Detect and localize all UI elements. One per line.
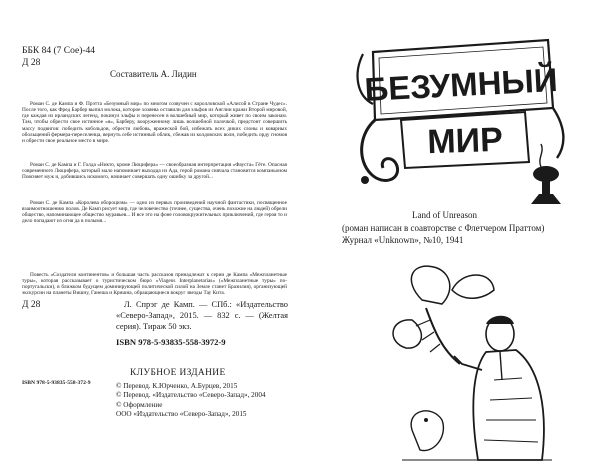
- subtitle-coauthor: (роман написан в соавторстве с Флетчером Праттом): [342, 223, 545, 233]
- suit-stripes: [484, 378, 538, 442]
- copyright-line: © Перевод. «Издательство «Северо-Запад», 2004: [116, 391, 266, 400]
- bbk-block: [22, 45, 95, 69]
- right-curl-ornament: [553, 108, 563, 158]
- lamp-bowl: [533, 166, 559, 182]
- flower-petal: [452, 275, 494, 298]
- club-edition-label: КЛУБНОЕ ИЗДАНИЕ: [130, 368, 226, 378]
- title-ornament: [353, 34, 568, 206]
- left-scroll-ornament: [362, 120, 398, 180]
- annotation-paragraph-1: Роман С. де Кампа и Ф. Прэтта «Безумный мир» по многом созвучен с королловской «Алисой в Стране Чудес». После того, как Фред Барбер выпил молока, которое хозяева оставили для эльфов из Англии кражи Второй мировой, где каждая из ирландских легенд, покинул эльфы и перенесен в волшебный мир, который живет по своим законам. Там, чтобы обрести свое истинное «я», Барберу, вооруженному лишь волшебной палочкой, предстоит совершить массу подвигов: победить кобольдов, обрести любовь, вражеской бой, избежать всех диких слоны и коварных обольщений фермера-переселенца, вернуть себе истинный облик, сбежав из колдовских волн, победить орду гномов и обрести свое реальное место в мире.: [22, 101, 287, 144]
- annotation-paragraph-2: Роман С. де Кампа и Г. Голда «Никто, кроме Люцифера» — своеобразная интерпретация «Фауста» Гёте. Опасная современного Люцифера, который мало напоминает выходца из Ада, герой романа снячала становится компаньоном Поясняет муж и, добившись искомого, начинает совершать одну ошибку за другой...: [22, 162, 287, 181]
- right-page: [300, 0, 600, 469]
- lamp-smoke: [540, 144, 542, 167]
- annotation-paragraph-4: Повесть «Создатели континентов» и большая часть рассказов принадлежат к серии де Кампа «Межпланетные туры», которая рассказывает о туристическом бюро «Viagens Interplanetarias» («Межпланетные туры» по-португальски), в ближком будущем доминирующей политической силой на Земле станет Бразилия), организующей экскурсии на планеты Вишну, Ганеша и Кришна, обращающиеся вокруг звезды Тау Кита.: [22, 272, 287, 297]
- bbk-line: ББК 84 (7 Сое)-44: [22, 46, 96, 56]
- flower-petal: [411, 266, 449, 304]
- catalog-entry: Л. Спрэг де Камп. — СПб.: «Издательство «Северо-Запад», 2015. — 832 с. — (Желтая серия). Тираж 50 экз.: [116, 300, 288, 331]
- d-code-top: Д 28: [22, 58, 41, 68]
- lamp-stem: [542, 180, 550, 196]
- copyright-line: © Оформление: [116, 400, 163, 409]
- title-word-1: БЕЗУМНЫЙ: [363, 60, 559, 109]
- creature-eye: [424, 418, 428, 422]
- subtitle-block: [342, 222, 544, 246]
- compiler-line: Составитель А. Лидин: [110, 69, 197, 79]
- isbn-main: ISBN 978-5-93835-558-3972-9: [116, 337, 226, 347]
- copyright-line: © Перевод. К.Юрченко, А.Бурцев, 2015: [116, 382, 238, 390]
- title-word-2: МИР: [426, 120, 504, 162]
- flower-petal: [393, 320, 421, 348]
- copyright-block: [116, 382, 266, 420]
- frontispiece-illustration: [382, 260, 562, 465]
- figure-hair: [486, 316, 514, 324]
- creature-figure: [411, 411, 443, 451]
- figure-body: [473, 350, 544, 460]
- d-code-bottom: Д 28: [22, 300, 41, 310]
- annotation-paragraph-3: Роман С. де Кампа «Королева обороцизм» — одно из первых произведений научной фантастики, посвященное взаимоотношению полов. Де Камп рисует мир, где человечество (точнее, существа, очень похожие на людей) обрели общество, напоминающее общество муравьев... И все это на фоне головокружительных приключений, где героя то и дело попадают из огня да в полымя...: [22, 200, 287, 225]
- subtitle-magazine: Журнал «Unknown», №10, 1941: [342, 235, 464, 245]
- flower-stem: [426, 308, 460, 364]
- isbn-small: ISBN 978-5-93835-558-372-9: [22, 380, 91, 386]
- figure-tie: [500, 352, 502, 380]
- leaf-veins: [416, 320, 440, 352]
- original-title: Land of Unreason: [412, 210, 477, 220]
- left-scroll-dot: [361, 176, 369, 184]
- copyright-line: ООО «Издательство «Северо-Запад», 2015: [116, 410, 247, 419]
- lamp-base: [531, 194, 561, 204]
